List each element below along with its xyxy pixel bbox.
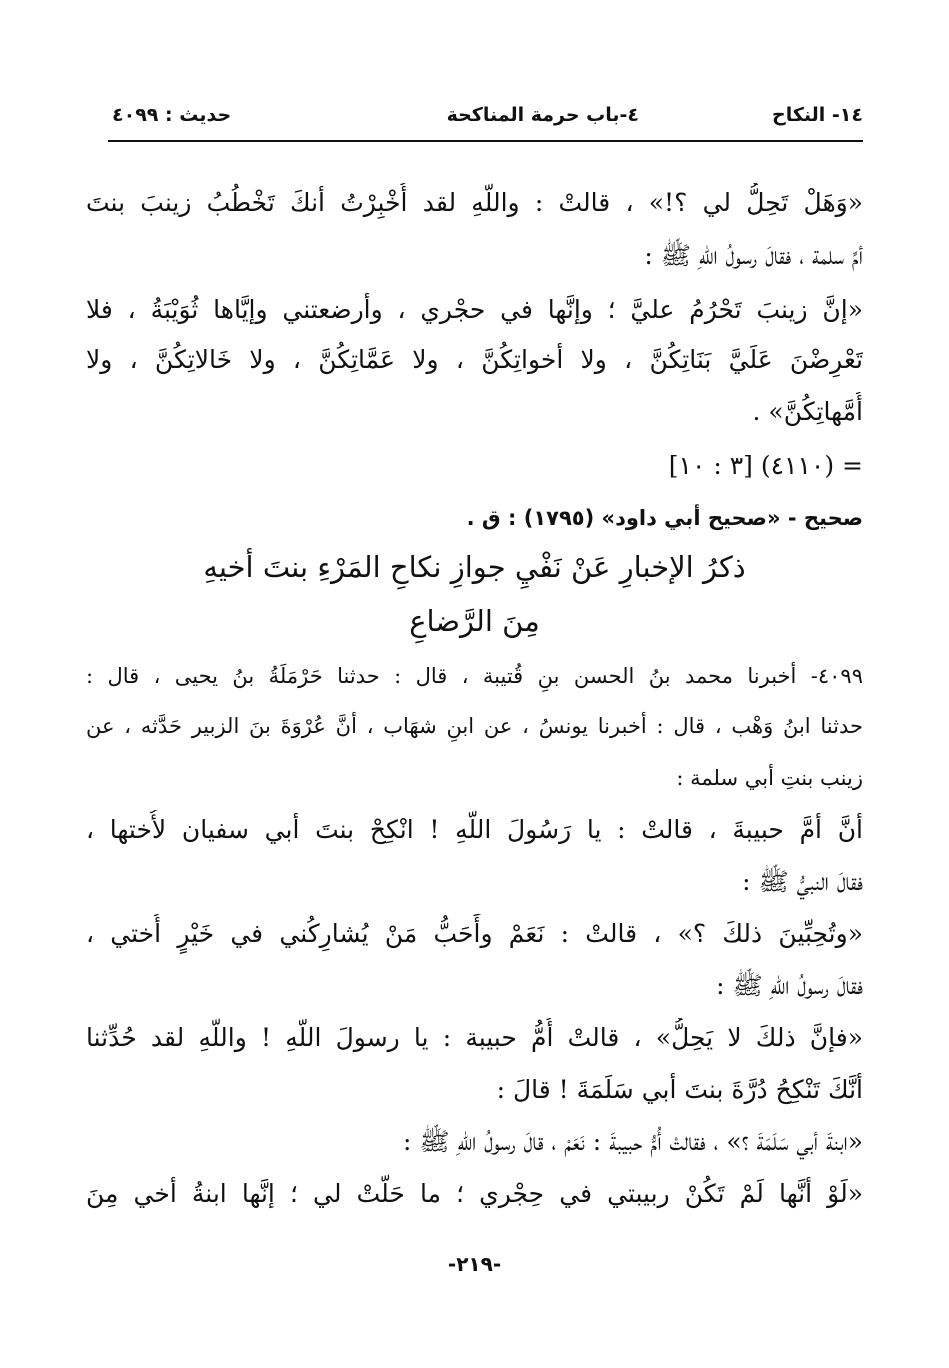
text-line: أُمَّهاتِكُنَّ» . — [752, 397, 863, 426]
text-line: «فإنَّ ذلكَ لا يَحِلُّ» ، قالتْ أُمُّ حبيبة : يا رسولَ اللّهِ ! واللّهِ لقد حُدِّثنا — [86, 1023, 863, 1052]
text-line: «وتُحِبِّينَ ذلكَ ؟» ، قالتْ : نَعَمْ وأَحَبُّ مَنْ يُشارِكُني في خَيْرٍ أُختي ، — [86, 919, 863, 948]
page-number: -٢١٩- — [447, 1252, 502, 1276]
isnad-line: زينب بنتِ أبي سلمة : — [676, 766, 863, 790]
text-line: أنَّ أمَّ حبيبةَ ، قالتْ : يا رَسُولَ اللّهِ ! انْكِحْ بنتَ أبي سفيان لأُختها ، — [86, 815, 863, 844]
header-rule — [108, 140, 863, 142]
text-line: فقالَ النبيُّ ﷺ : — [742, 867, 863, 896]
text-line: أمِّ سلمة ، فقالَ رسولُ اللّهِ ﷺ : — [644, 241, 863, 270]
cross-reference: = (٤١١٠) [٣ : ١٠] — [668, 451, 863, 480]
running-header-chapter: ١٤- النكاح — [772, 104, 863, 126]
isnad-line: ٤٠٩٩- أخبرنا محمد بنُ الحسن بنِ قُتيبة ، قال : حدثنا حَرْمَلَةُ بنُ يحيى ، قال : — [86, 664, 863, 688]
text-line: «إنَّ زينبَ تَحْرُمُ عليَّ ؛ وإنَّها في حجْري ، وأرضعتني وإيَّاها ثُوَيْبَةُ ، فلا — [86, 295, 863, 324]
text-line: تَعْرِضْنَ عَلَيَّ بَنَاتِكُنَّ ، ولا أخواتِكُنَّ ، ولا عَمَّاتِكُنَّ ، ولا خَالاتِكُنَّ ، ولا — [86, 345, 863, 374]
section-heading-line-1: ذكرُ الإخبارِ عَنْ نَفْيِ جوازِ نكاحِ المَرْءِ بنتَ أخيهِ — [203, 550, 746, 584]
text-line: «لَوْ أنَّها لَمْ تَكُنْ ربيبتي في حِجْري ؛ ما حَلَّتْ لي ؛ إنَّها ابنةُ أخي مِنَ — [86, 1179, 863, 1208]
text-line: «وَهَلْ تَحِلُّ لي ؟!» ، قالتْ : واللّهِ لقد أُخْبِرْتُ أنكَ تَخْطُبُ زينبَ بنتَ — [86, 188, 863, 217]
text-line: «ابنةَ أبي سَلَمَةَ ؟» ، فقالتْ أُمُّ حبيبةَ : نَعَمْ ، قالَ رسولُ اللّهِ ﷺ : — [402, 1127, 863, 1156]
isnad-line: حدثنا ابنُ وَهْب ، قال : أخبرنا يونسُ ، عن ابنِ شهَاب ، أنَّ عُرْوَةَ بنَ الزبير حَدَّثه ، عن — [86, 714, 863, 738]
text-line: أنَّكَ تَنْكِحُ دُرَّةَ بنتَ أبي سَلَمَةَ ! قالَ : — [496, 1075, 863, 1104]
text-line: فقالَ رسولُ اللّهِ ﷺ : — [716, 971, 863, 1000]
running-header-hadith-number: حديث : ٤٠٩٩ — [112, 104, 232, 126]
grading-note: صحيح - «صحيح أبي داود» (١٧٩٥) : ق . — [466, 506, 863, 530]
section-heading-line-2: مِنَ الرَّضاعِ — [409, 604, 540, 638]
running-header-section: ٤-باب حرمة المناكحة — [446, 104, 639, 126]
